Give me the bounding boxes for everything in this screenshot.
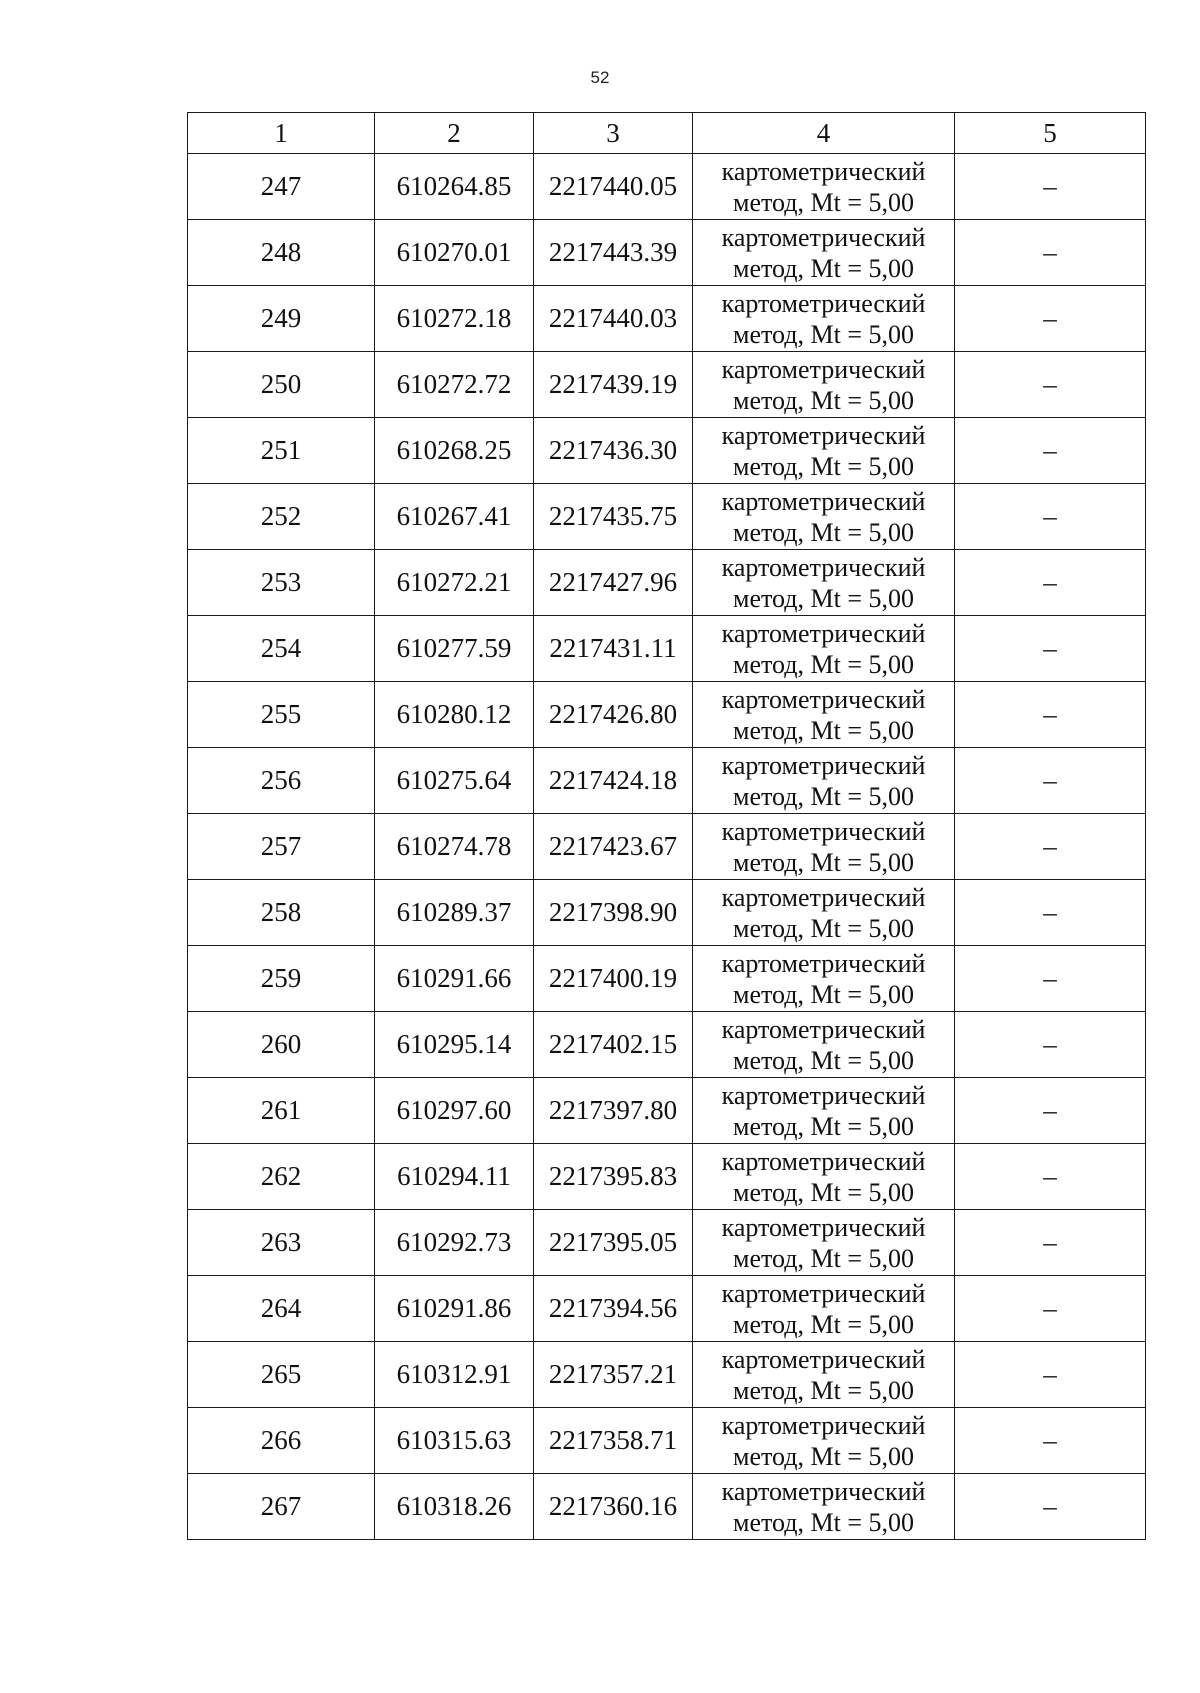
x-coordinate-cell: 610272.18	[375, 286, 534, 352]
table-row	[188, 418, 1146, 484]
column-5-cell: –	[955, 1144, 1146, 1210]
method-cell	[693, 286, 955, 352]
method-line-1: картометрический	[721, 1410, 926, 1440]
x-coordinate-cell: 610289.37	[375, 880, 534, 946]
column-5-cell: –	[955, 748, 1146, 814]
method-cell	[693, 550, 955, 616]
table-row	[188, 748, 1146, 814]
point-number-cell: 253	[188, 550, 375, 616]
y-coordinate-cell: 2217436.30	[534, 418, 693, 484]
method-line-2: метод, Mt = 5,00	[733, 187, 914, 217]
column-5-cell: –	[955, 814, 1146, 880]
table-row	[188, 946, 1146, 1012]
table-row	[188, 550, 1146, 616]
point-number-cell: 267	[188, 1474, 375, 1540]
column-5-cell: –	[955, 154, 1146, 220]
method-cell	[693, 946, 955, 1012]
point-number-cell: 259	[188, 946, 375, 1012]
x-coordinate-cell: 610294.11	[375, 1144, 534, 1210]
method-line-2: метод, Mt = 5,00	[733, 1045, 914, 1075]
header-col-2: 2	[375, 113, 534, 154]
column-5-cell: –	[955, 550, 1146, 616]
column-5-cell: –	[955, 1342, 1146, 1408]
y-coordinate-cell: 2217431.11	[534, 616, 693, 682]
method-cell	[693, 748, 955, 814]
point-number-cell: 260	[188, 1012, 375, 1078]
method-line-2: метод, Mt = 5,00	[733, 253, 914, 283]
coordinates-table	[187, 112, 1146, 1540]
y-coordinate-cell: 2217398.90	[534, 880, 693, 946]
y-coordinate-cell: 2217395.05	[534, 1210, 693, 1276]
point-number-cell: 257	[188, 814, 375, 880]
column-5-cell: –	[955, 1078, 1146, 1144]
table-row	[188, 1408, 1146, 1474]
point-number-cell: 266	[188, 1408, 375, 1474]
x-coordinate-cell: 610318.26	[375, 1474, 534, 1540]
method-line-1: картометрический	[721, 750, 926, 780]
table-row	[188, 1210, 1146, 1276]
table-row	[188, 616, 1146, 682]
method-line-2: метод, Mt = 5,00	[733, 1177, 914, 1207]
method-line-1: картометрический	[721, 1344, 926, 1374]
method-cell	[693, 1474, 955, 1540]
column-5-cell: –	[955, 946, 1146, 1012]
point-number-cell: 264	[188, 1276, 375, 1342]
x-coordinate-cell: 610277.59	[375, 616, 534, 682]
x-coordinate-cell: 610312.91	[375, 1342, 534, 1408]
table-row	[188, 154, 1146, 220]
method-line-2: метод, Mt = 5,00	[733, 1111, 914, 1141]
table-row	[188, 1276, 1146, 1342]
method-line-2: метод, Mt = 5,00	[733, 583, 914, 613]
table-row	[188, 814, 1146, 880]
header-col-3: 3	[534, 113, 693, 154]
x-coordinate-cell: 610315.63	[375, 1408, 534, 1474]
x-coordinate-cell: 610268.25	[375, 418, 534, 484]
y-coordinate-cell: 2217358.71	[534, 1408, 693, 1474]
method-line-2: метод, Mt = 5,00	[733, 451, 914, 481]
method-line-1: картометрический	[721, 1278, 926, 1308]
column-5-cell: –	[955, 616, 1146, 682]
method-cell	[693, 1210, 955, 1276]
table-row	[188, 1342, 1146, 1408]
header-col-5: 5	[955, 113, 1146, 154]
method-cell	[693, 484, 955, 550]
point-number-cell: 261	[188, 1078, 375, 1144]
method-line-2: метод, Mt = 5,00	[733, 979, 914, 1009]
method-cell	[693, 154, 955, 220]
method-cell	[693, 418, 955, 484]
table-row	[188, 220, 1146, 286]
method-line-2: метод, Mt = 5,00	[733, 517, 914, 547]
point-number-cell: 255	[188, 682, 375, 748]
method-line-1: картометрический	[721, 354, 926, 384]
x-coordinate-cell: 610291.86	[375, 1276, 534, 1342]
method-cell	[693, 682, 955, 748]
header-col-4: 4	[693, 113, 955, 154]
method-line-2: метод, Mt = 5,00	[733, 385, 914, 415]
y-coordinate-cell: 2217394.56	[534, 1276, 693, 1342]
table-row	[188, 682, 1146, 748]
y-coordinate-cell: 2217427.96	[534, 550, 693, 616]
method-line-1: картометрический	[721, 156, 926, 186]
method-line-2: метод, Mt = 5,00	[733, 847, 914, 877]
method-line-1: картометрический	[721, 618, 926, 648]
x-coordinate-cell: 610272.72	[375, 352, 534, 418]
y-coordinate-cell: 2217440.05	[534, 154, 693, 220]
method-cell	[693, 1408, 955, 1474]
column-5-cell: –	[955, 1210, 1146, 1276]
x-coordinate-cell: 610291.66	[375, 946, 534, 1012]
point-number-cell: 248	[188, 220, 375, 286]
column-5-cell: –	[955, 352, 1146, 418]
method-line-1: картометрический	[721, 1146, 926, 1176]
method-line-2: метод, Mt = 5,00	[733, 1243, 914, 1273]
method-line-1: картометрический	[721, 1476, 926, 1506]
y-coordinate-cell: 2217435.75	[534, 484, 693, 550]
point-number-cell: 256	[188, 748, 375, 814]
table-row	[188, 484, 1146, 550]
column-5-cell: –	[955, 286, 1146, 352]
table-row	[188, 1012, 1146, 1078]
method-cell	[693, 1276, 955, 1342]
y-coordinate-cell: 2217426.80	[534, 682, 693, 748]
column-5-cell: –	[955, 1012, 1146, 1078]
method-line-1: картометрический	[721, 1080, 926, 1110]
column-5-cell: –	[955, 484, 1146, 550]
point-number-cell: 262	[188, 1144, 375, 1210]
method-cell	[693, 220, 955, 286]
method-cell	[693, 352, 955, 418]
method-line-1: картометрический	[721, 948, 926, 978]
method-line-1: картометрический	[721, 816, 926, 846]
point-number-cell: 247	[188, 154, 375, 220]
table-row	[188, 286, 1146, 352]
method-line-1: картометрический	[721, 222, 926, 252]
method-line-1: картометрический	[721, 1014, 926, 1044]
method-line-2: метод, Mt = 5,00	[733, 649, 914, 679]
table-header	[188, 113, 1146, 154]
column-5-cell: –	[955, 220, 1146, 286]
x-coordinate-cell: 610292.73	[375, 1210, 534, 1276]
y-coordinate-cell: 2217400.19	[534, 946, 693, 1012]
method-cell	[693, 616, 955, 682]
point-number-cell: 265	[188, 1342, 375, 1408]
point-number-cell: 250	[188, 352, 375, 418]
x-coordinate-cell: 610280.12	[375, 682, 534, 748]
x-coordinate-cell: 610272.21	[375, 550, 534, 616]
y-coordinate-cell: 2217443.39	[534, 220, 693, 286]
method-line-2: метод, Mt = 5,00	[733, 1375, 914, 1405]
point-number-cell: 254	[188, 616, 375, 682]
method-cell	[693, 1342, 955, 1408]
point-number-cell: 252	[188, 484, 375, 550]
method-line-1: картометрический	[721, 882, 926, 912]
x-coordinate-cell: 610274.78	[375, 814, 534, 880]
method-line-1: картометрический	[721, 420, 926, 450]
method-line-2: метод, Mt = 5,00	[733, 319, 914, 349]
method-cell	[693, 880, 955, 946]
method-cell	[693, 1012, 955, 1078]
method-line-2: метод, Mt = 5,00	[733, 1441, 914, 1471]
y-coordinate-cell: 2217423.67	[534, 814, 693, 880]
y-coordinate-cell: 2217440.03	[534, 286, 693, 352]
table-row	[188, 1078, 1146, 1144]
x-coordinate-cell: 610275.64	[375, 748, 534, 814]
x-coordinate-cell: 610267.41	[375, 484, 534, 550]
method-line-1: картометрический	[721, 684, 926, 714]
table-row	[188, 880, 1146, 946]
method-line-1: картометрический	[721, 486, 926, 516]
point-number-cell: 258	[188, 880, 375, 946]
table-body	[188, 154, 1146, 1540]
page-number: 52	[590, 68, 610, 87]
method-line-1: картометрический	[721, 1212, 926, 1242]
y-coordinate-cell: 2217397.80	[534, 1078, 693, 1144]
method-line-2: метод, Mt = 5,00	[733, 781, 914, 811]
method-line-2: метод, Mt = 5,00	[733, 715, 914, 745]
y-coordinate-cell: 2217360.16	[534, 1474, 693, 1540]
column-5-cell: –	[955, 682, 1146, 748]
column-5-cell: –	[955, 1408, 1146, 1474]
method-line-2: метод, Mt = 5,00	[733, 1507, 914, 1537]
y-coordinate-cell: 2217402.15	[534, 1012, 693, 1078]
method-cell	[693, 1144, 955, 1210]
x-coordinate-cell: 610270.01	[375, 220, 534, 286]
method-line-2: метод, Mt = 5,00	[733, 1309, 914, 1339]
method-line-2: метод, Mt = 5,00	[733, 913, 914, 943]
y-coordinate-cell: 2217424.18	[534, 748, 693, 814]
y-coordinate-cell: 2217357.21	[534, 1342, 693, 1408]
method-cell	[693, 1078, 955, 1144]
method-line-1: картометрический	[721, 288, 926, 318]
column-5-cell: –	[955, 1276, 1146, 1342]
method-line-1: картометрический	[721, 552, 926, 582]
header-col-1: 1	[188, 113, 375, 154]
x-coordinate-cell: 610264.85	[375, 154, 534, 220]
x-coordinate-cell: 610297.60	[375, 1078, 534, 1144]
x-coordinate-cell: 610295.14	[375, 1012, 534, 1078]
point-number-cell: 249	[188, 286, 375, 352]
y-coordinate-cell: 2217439.19	[534, 352, 693, 418]
header-row	[188, 113, 1146, 154]
y-coordinate-cell: 2217395.83	[534, 1144, 693, 1210]
column-5-cell: –	[955, 1474, 1146, 1540]
point-number-cell: 263	[188, 1210, 375, 1276]
column-5-cell: –	[955, 880, 1146, 946]
method-cell	[693, 814, 955, 880]
table-row	[188, 1144, 1146, 1210]
table-row	[188, 352, 1146, 418]
table-row	[188, 1474, 1146, 1540]
point-number-cell: 251	[188, 418, 375, 484]
column-5-cell: –	[955, 418, 1146, 484]
